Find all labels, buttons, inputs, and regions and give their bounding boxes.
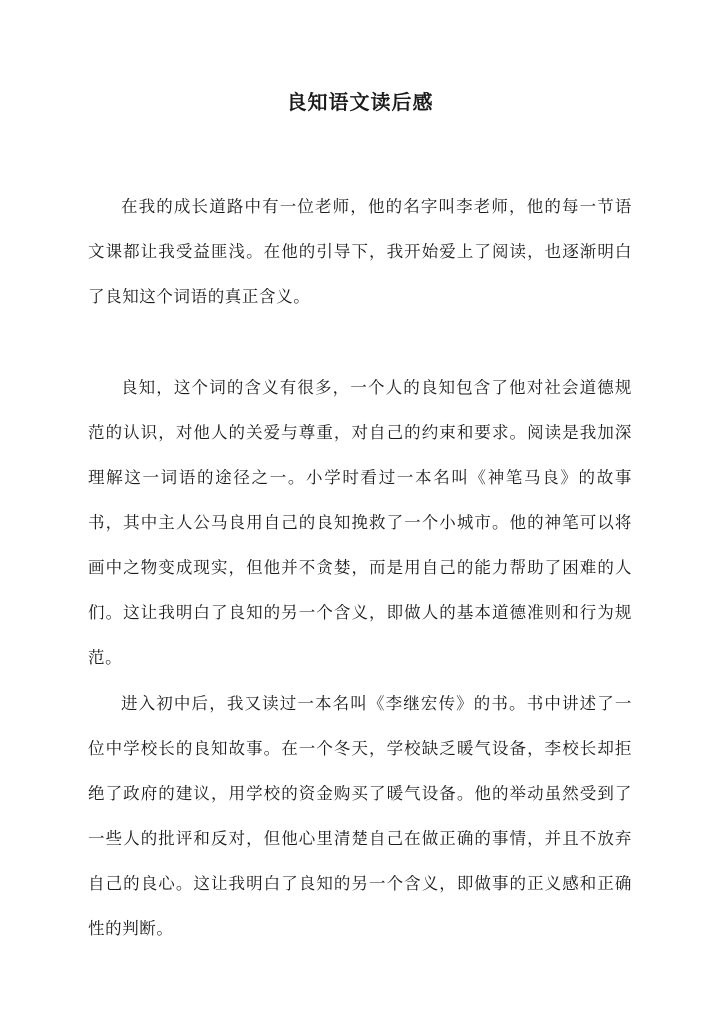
paragraph-3: 进入初中后，我又读过一本名叫《李继宏传》的书。书中讲述了一位中学校长的良知故事。在一个冬天，学校缺乏暖气设备，李校长却拒绝了政府的建议，用学校的资金购买了暖气设备。他的举动虽然受到了一些人的批评和反对，但他心里清楚自己在做正确的事情，并且不放弃自己的良心。这让我明白了良知的另一个含义，即做事的正义感和正确性的判断。 [88, 694, 632, 938]
paragraph-2: 良知，这个词的含义有很多，一个人的良知包含了他对社会道德规范的认识，对他人的关爱与尊重，对自己的约束和要求。阅读是我加深理解这一词语的途径之一。小学时看过一本名叫《神笔马良》的故事书，其中主人公马良用自己的良知挽救了一个小城市。他的神笔可以将画中之物变成现实，但他并不贪婪，而是用自己的能力帮助了困难的人们。这让我明白了良知的另一个含义，即做人的基本道德准则和行为规范。 [88, 378, 632, 667]
document-title: 良知语文读后感 [286, 90, 434, 114]
paragraph-1: 在我的成长道路中有一位老师，他的名字叫李老师，他的每一节语文课都让我受益匪浅。在他的引导下，我开始爱上了阅读，也逐渐明白了良知这个词语的真正含义。 [88, 197, 632, 306]
